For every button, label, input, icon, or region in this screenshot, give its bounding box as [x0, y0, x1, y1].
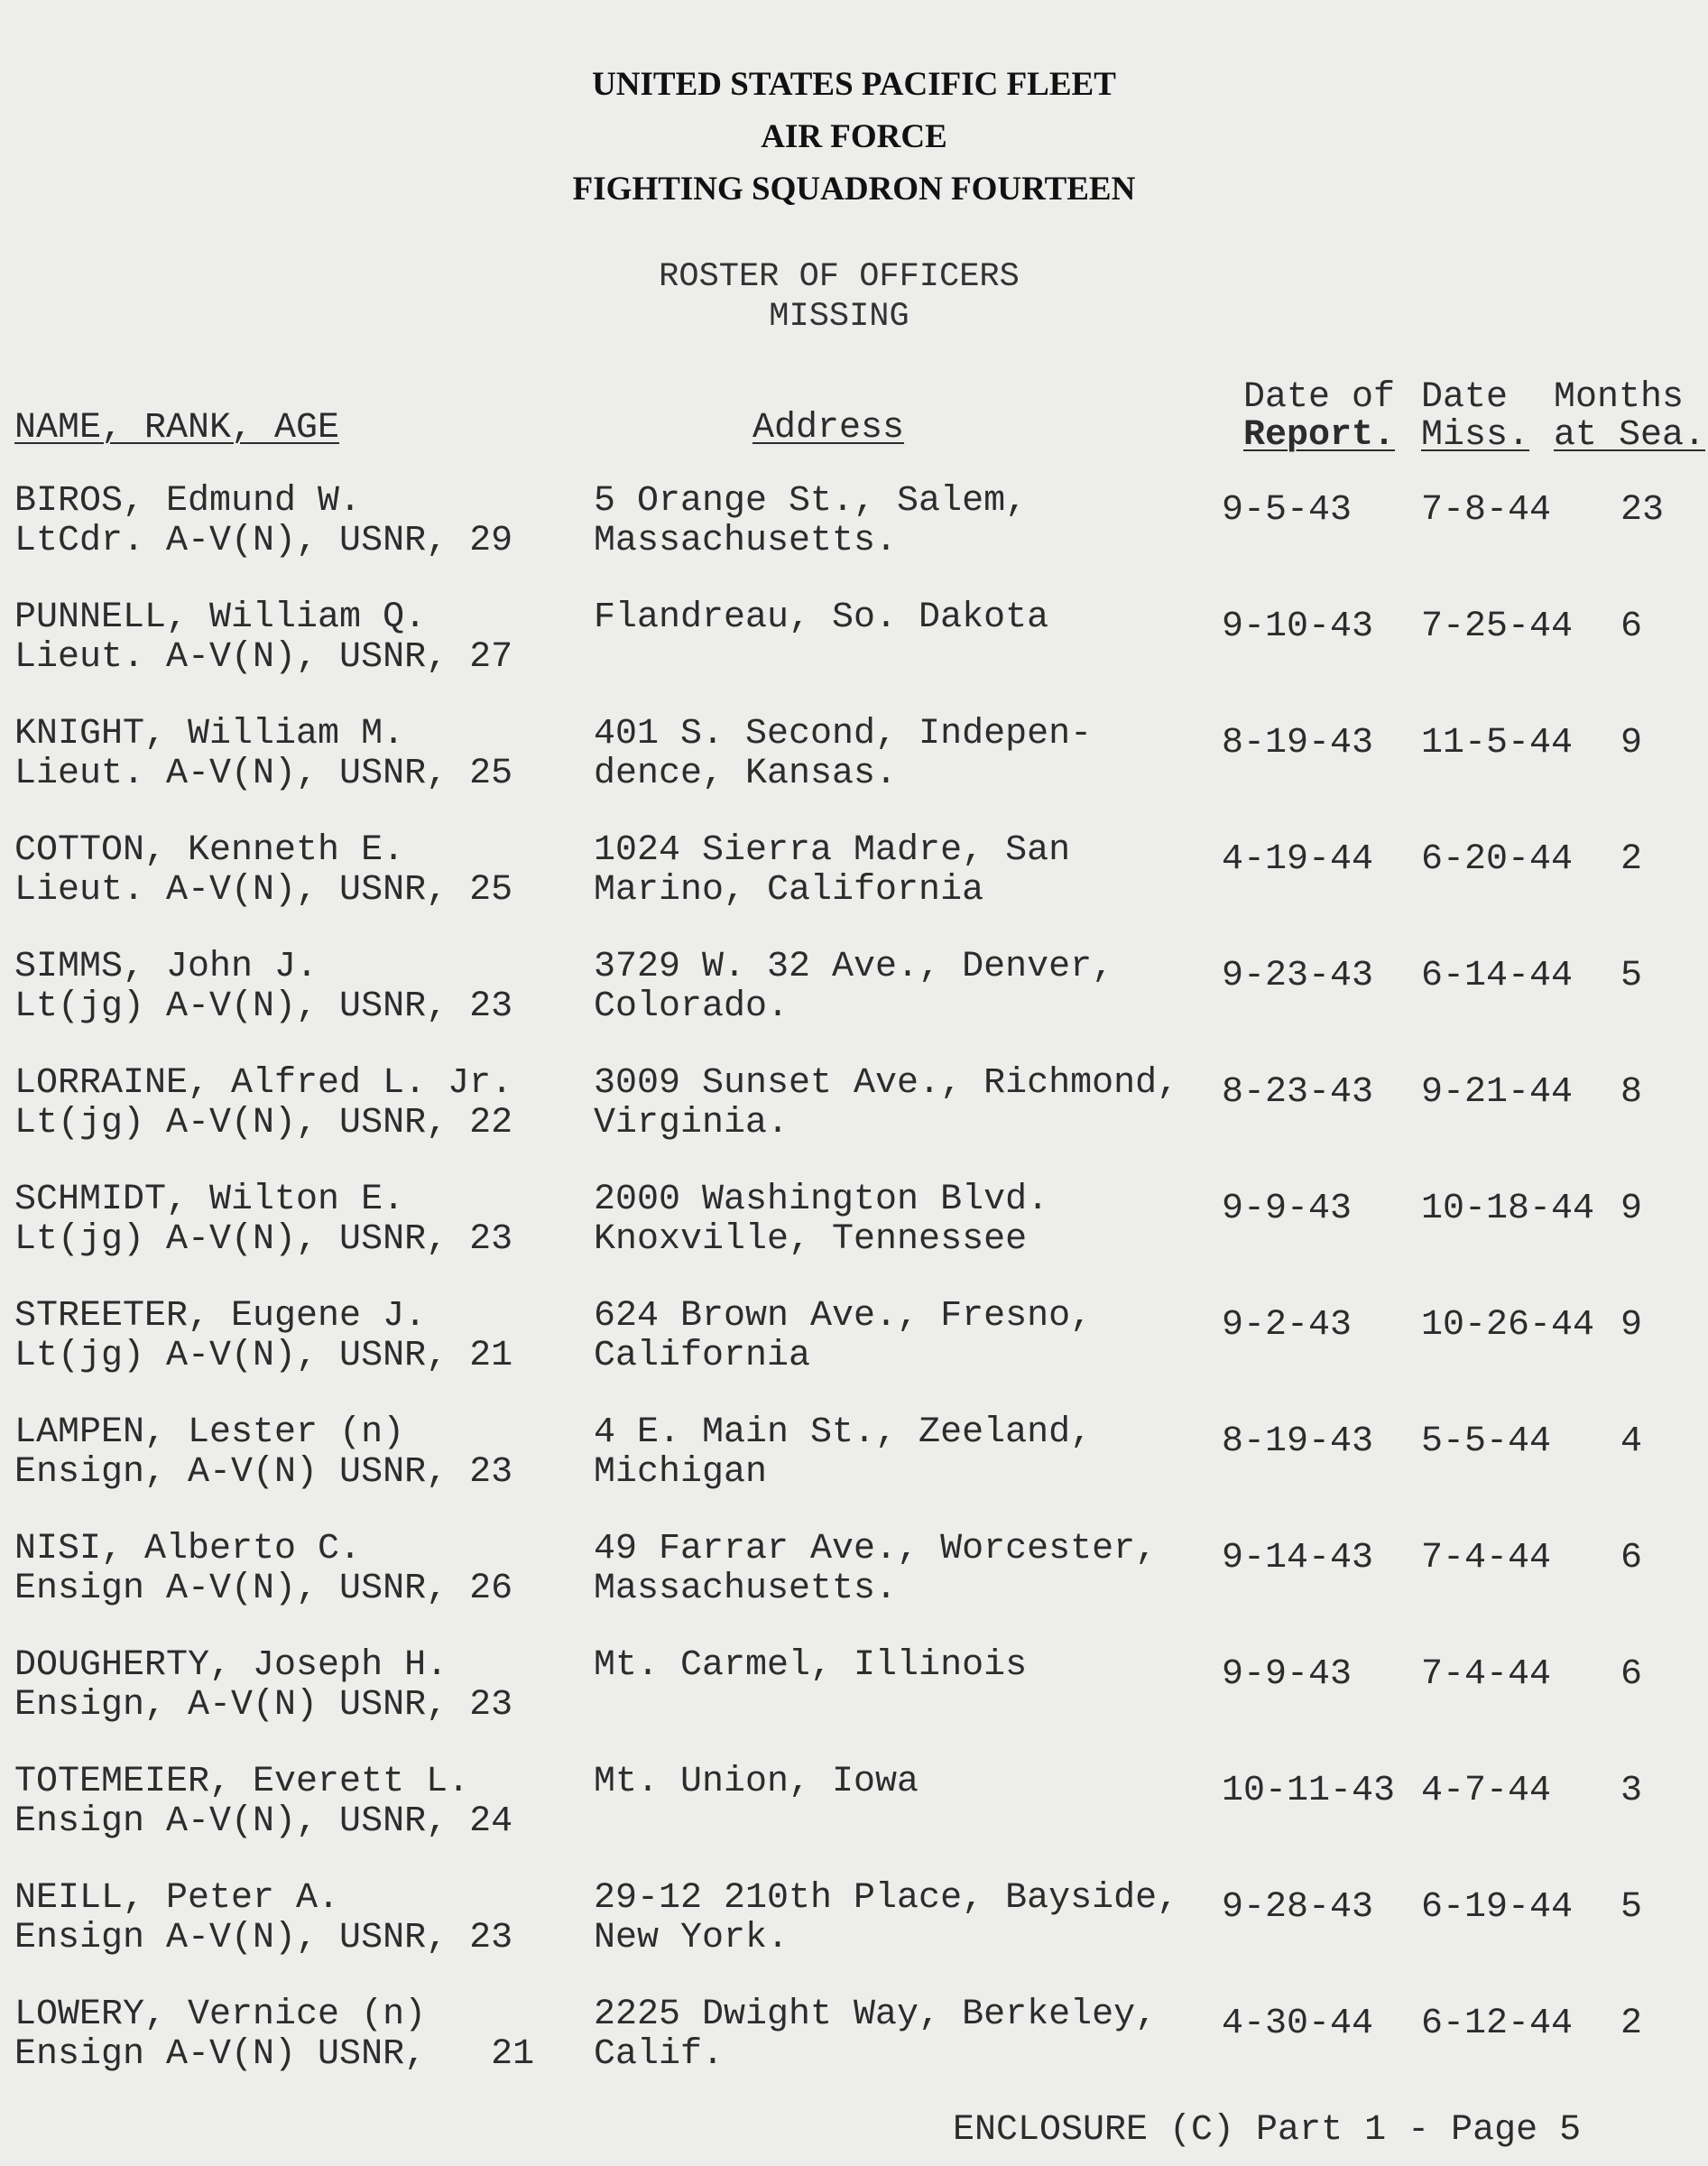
officer-name: TOTEMEIER, Everett L.	[14, 1762, 470, 1802]
officer-name-rank	[14, 1995, 534, 2075]
months-at-sea: 6	[1620, 1654, 1643, 1695]
address-line2: California	[594, 1336, 811, 1376]
address-line1: 2225 Dwight Way, Berkeley,	[594, 1995, 1158, 2035]
officer-rank-age: Lt(jg) A-V(N), USNR, 21	[14, 1336, 513, 1376]
table-row	[0, 1297, 1708, 1413]
date-of-report: 8-23-43	[1222, 1072, 1374, 1113]
header-squadron: FIGHTING SQUADRON FOURTEEN	[572, 171, 1136, 208]
months-at-sea: 9	[1620, 1305, 1643, 1346]
date-missing: 4-7-44	[1421, 1771, 1552, 1811]
address-line1: 1024 Sierra Madre, San	[594, 830, 1071, 871]
officer-rank-age: Lieut. A-V(N), USNR, 27	[14, 637, 513, 678]
date-of-report: 4-30-44	[1222, 2004, 1374, 2044]
officer-name-rank	[14, 1879, 512, 1958]
officer-rank-age: Lieut. A-V(N), USNR, 25	[14, 754, 513, 794]
date-of-report: 4-19-44	[1222, 839, 1374, 880]
table-row	[0, 482, 1708, 598]
table-row	[0, 715, 1708, 831]
months-at-sea: 5	[1620, 1887, 1643, 1928]
date-missing: 11-5-44	[1421, 723, 1574, 764]
officer-rank-age: Lt(jg) A-V(N), USNR, 23	[14, 1219, 513, 1260]
officer-name: SCHMIDT, Wilton E.	[14, 1180, 405, 1220]
officer-rank-age: Ensign, A-V(N) USNR, 23	[14, 1452, 513, 1493]
officer-address	[594, 598, 1048, 638]
officer-name: SIMMS, John J.	[14, 947, 319, 987]
table-row	[0, 1879, 1708, 1995]
date-missing: 7-25-44	[1421, 606, 1574, 647]
officer-name: DOUGHERTY, Joseph H.	[14, 1645, 448, 1686]
officer-name: BIROS, Edmund W.	[14, 481, 362, 522]
months-at-sea: 5	[1620, 956, 1643, 996]
roster-table	[0, 482, 1708, 2112]
address-line1: 4 E. Main St., Zeeland,	[594, 1412, 1093, 1453]
column-header-address: Address	[752, 408, 905, 449]
address-line2: Marino, California	[594, 870, 984, 911]
table-row	[0, 948, 1708, 1064]
officer-address	[594, 1995, 1157, 2075]
officer-name-rank	[14, 598, 512, 678]
date-missing: 9-21-44	[1421, 1072, 1574, 1113]
date-missing: 6-14-44	[1421, 956, 1574, 996]
table-row	[0, 1180, 1708, 1297]
address-line1: 5 Orange St., Salem,	[594, 481, 1028, 522]
date-missing: 5-5-44	[1421, 1421, 1552, 1462]
header-air-force: AIR FORCE	[761, 118, 947, 155]
address-line2: Massachusetts.	[594, 1569, 898, 1609]
column-header-months-line1: Months	[1554, 377, 1685, 418]
officer-address	[594, 1297, 1092, 1376]
months-at-sea: 3	[1620, 1771, 1643, 1811]
address-line1: 3009 Sunset Ave., Richmond,	[594, 1063, 1179, 1104]
date-missing: 6-20-44	[1421, 839, 1574, 880]
officer-name: NISI, Alberto C.	[14, 1529, 362, 1569]
roster-title: ROSTER OF OFFICERS	[659, 258, 1020, 296]
address-line1: 2000 Washington Blvd.	[594, 1180, 1049, 1220]
officer-address	[594, 948, 1113, 1027]
months-at-sea: 23	[1620, 490, 1665, 531]
table-row	[0, 598, 1708, 715]
column-header-report-line2: Report.	[1243, 415, 1396, 456]
table-row	[0, 1995, 1708, 2112]
months-at-sea: 2	[1620, 2004, 1643, 2044]
officer-name-rank	[14, 1180, 512, 1260]
months-at-sea: 9	[1620, 1189, 1643, 1229]
address-line2: Calif.	[594, 2034, 725, 2075]
date-of-report: 9-23-43	[1222, 956, 1374, 996]
officer-rank-age: Lt(jg) A-V(N), USNR, 23	[14, 986, 513, 1027]
page-footer: ENCLOSURE (C) Part 1 - Page 5	[953, 2110, 1582, 2151]
address-line1: 401 S. Second, Indepen-	[594, 714, 1093, 754]
table-row	[0, 1763, 1708, 1879]
officer-name: KNIGHT, William M.	[14, 714, 405, 754]
address-line1: Mt. Carmel, Illinois	[594, 1645, 1028, 1686]
months-at-sea: 6	[1620, 606, 1643, 647]
column-header-report-line1: Date of	[1243, 377, 1396, 418]
address-line1: 3729 W. 32 Ave., Denver,	[594, 947, 1114, 987]
officer-name-rank	[14, 482, 512, 561]
officer-address	[594, 1763, 919, 1802]
officer-rank-age: Ensign A-V(N), USNR, 26	[14, 1569, 513, 1609]
address-line1: 49 Farrar Ave., Worcester,	[594, 1529, 1158, 1569]
column-header-months-line2: at Sea.	[1554, 415, 1706, 456]
date-of-report: 9-9-43	[1222, 1654, 1353, 1695]
months-at-sea: 9	[1620, 723, 1643, 764]
address-line1: 29-12 210th Place, Bayside,	[594, 1878, 1179, 1919]
date-missing: 6-19-44	[1421, 1887, 1574, 1928]
officer-name: NEILL, Peter A.	[14, 1878, 340, 1919]
date-of-report: 9-9-43	[1222, 1189, 1353, 1229]
officer-name: LAMPEN, Lester (n)	[14, 1412, 405, 1453]
months-at-sea: 8	[1620, 1072, 1643, 1113]
officer-address	[594, 715, 1092, 794]
officer-name-rank	[14, 1646, 512, 1726]
table-row	[0, 1064, 1708, 1180]
table-row	[0, 1646, 1708, 1763]
officer-address	[594, 1064, 1178, 1143]
date-of-report: 8-19-43	[1222, 723, 1374, 764]
officer-address	[594, 1879, 1178, 1958]
officer-name-rank	[14, 948, 512, 1027]
months-at-sea: 6	[1620, 1538, 1643, 1578]
date-of-report: 9-5-43	[1222, 490, 1353, 531]
column-header-name: NAME, RANK, AGE	[14, 408, 340, 449]
date-of-report: 9-14-43	[1222, 1538, 1374, 1578]
officer-address	[594, 1530, 1157, 1609]
officer-address	[594, 1180, 1048, 1260]
date-missing: 7-4-44	[1421, 1538, 1552, 1578]
table-row	[0, 1530, 1708, 1646]
months-at-sea: 4	[1620, 1421, 1643, 1462]
address-line2: Virginia.	[594, 1103, 789, 1143]
roster-status: MISSING	[769, 298, 909, 336]
date-of-report: 9-2-43	[1222, 1305, 1353, 1346]
date-of-report: 8-19-43	[1222, 1421, 1374, 1462]
date-missing: 7-4-44	[1421, 1654, 1552, 1695]
address-line1: 624 Brown Ave., Fresno,	[594, 1296, 1093, 1337]
address-line2: New York.	[594, 1918, 789, 1958]
officer-rank-age: Lieut. A-V(N), USNR, 25	[14, 870, 513, 911]
officer-address	[594, 1646, 1027, 1686]
officer-address	[594, 831, 1070, 911]
table-row	[0, 1413, 1708, 1530]
address-line1: Flandreau, So. Dakota	[594, 597, 1049, 638]
header-fleet: UNITED STATES PACIFIC FLEET	[592, 66, 1116, 103]
date-missing: 7-8-44	[1421, 490, 1552, 531]
address-line2: Michigan	[594, 1452, 768, 1493]
date-of-report: 9-28-43	[1222, 1887, 1374, 1928]
officer-name: PUNNELL, William Q.	[14, 597, 427, 638]
officer-address	[594, 1413, 1092, 1493]
address-line2: Knoxville, Tennessee	[594, 1219, 1028, 1260]
address-line2: Colorado.	[594, 986, 789, 1027]
date-of-report: 10-11-43	[1222, 1771, 1396, 1811]
officer-address	[594, 482, 1027, 561]
officer-rank-age: Ensign A-V(N) USNR, 21	[14, 2034, 535, 2075]
column-header-missing-line2: Miss.	[1421, 415, 1530, 456]
officer-name-rank	[14, 1763, 512, 1842]
officer-name-rank	[14, 831, 512, 911]
months-at-sea: 2	[1620, 839, 1643, 880]
officer-rank-age: LtCdr. A-V(N), USNR, 29	[14, 521, 513, 561]
address-line2: dence, Kansas.	[594, 754, 898, 794]
address-line2: Massachusetts.	[594, 521, 898, 561]
address-line1: Mt. Union, Iowa	[594, 1762, 919, 1802]
officer-rank-age: Ensign A-V(N), USNR, 23	[14, 1918, 513, 1958]
officer-name-rank	[14, 715, 512, 794]
officer-name-rank	[14, 1530, 512, 1609]
table-row	[0, 831, 1708, 948]
officer-name-rank	[14, 1413, 512, 1493]
officer-name-rank	[14, 1064, 512, 1143]
officer-rank-age: Ensign, A-V(N) USNR, 23	[14, 1685, 513, 1726]
officer-name-rank	[14, 1297, 512, 1376]
column-header-missing-line1: Date	[1421, 377, 1509, 418]
officer-name: STREETER, Eugene J.	[14, 1296, 427, 1337]
officer-name: COTTON, Kenneth E.	[14, 830, 405, 871]
date-missing: 6-12-44	[1421, 2004, 1574, 2044]
date-missing: 10-26-44	[1421, 1305, 1595, 1346]
date-missing: 10-18-44	[1421, 1189, 1595, 1229]
officer-rank-age: Lt(jg) A-V(N), USNR, 22	[14, 1103, 513, 1143]
officer-rank-age: Ensign A-V(N), USNR, 24	[14, 1801, 513, 1842]
date-of-report: 9-10-43	[1222, 606, 1374, 647]
officer-name: LOWERY, Vernice (n)	[14, 1995, 427, 2035]
officer-name: LORRAINE, Alfred L. Jr.	[14, 1063, 513, 1104]
